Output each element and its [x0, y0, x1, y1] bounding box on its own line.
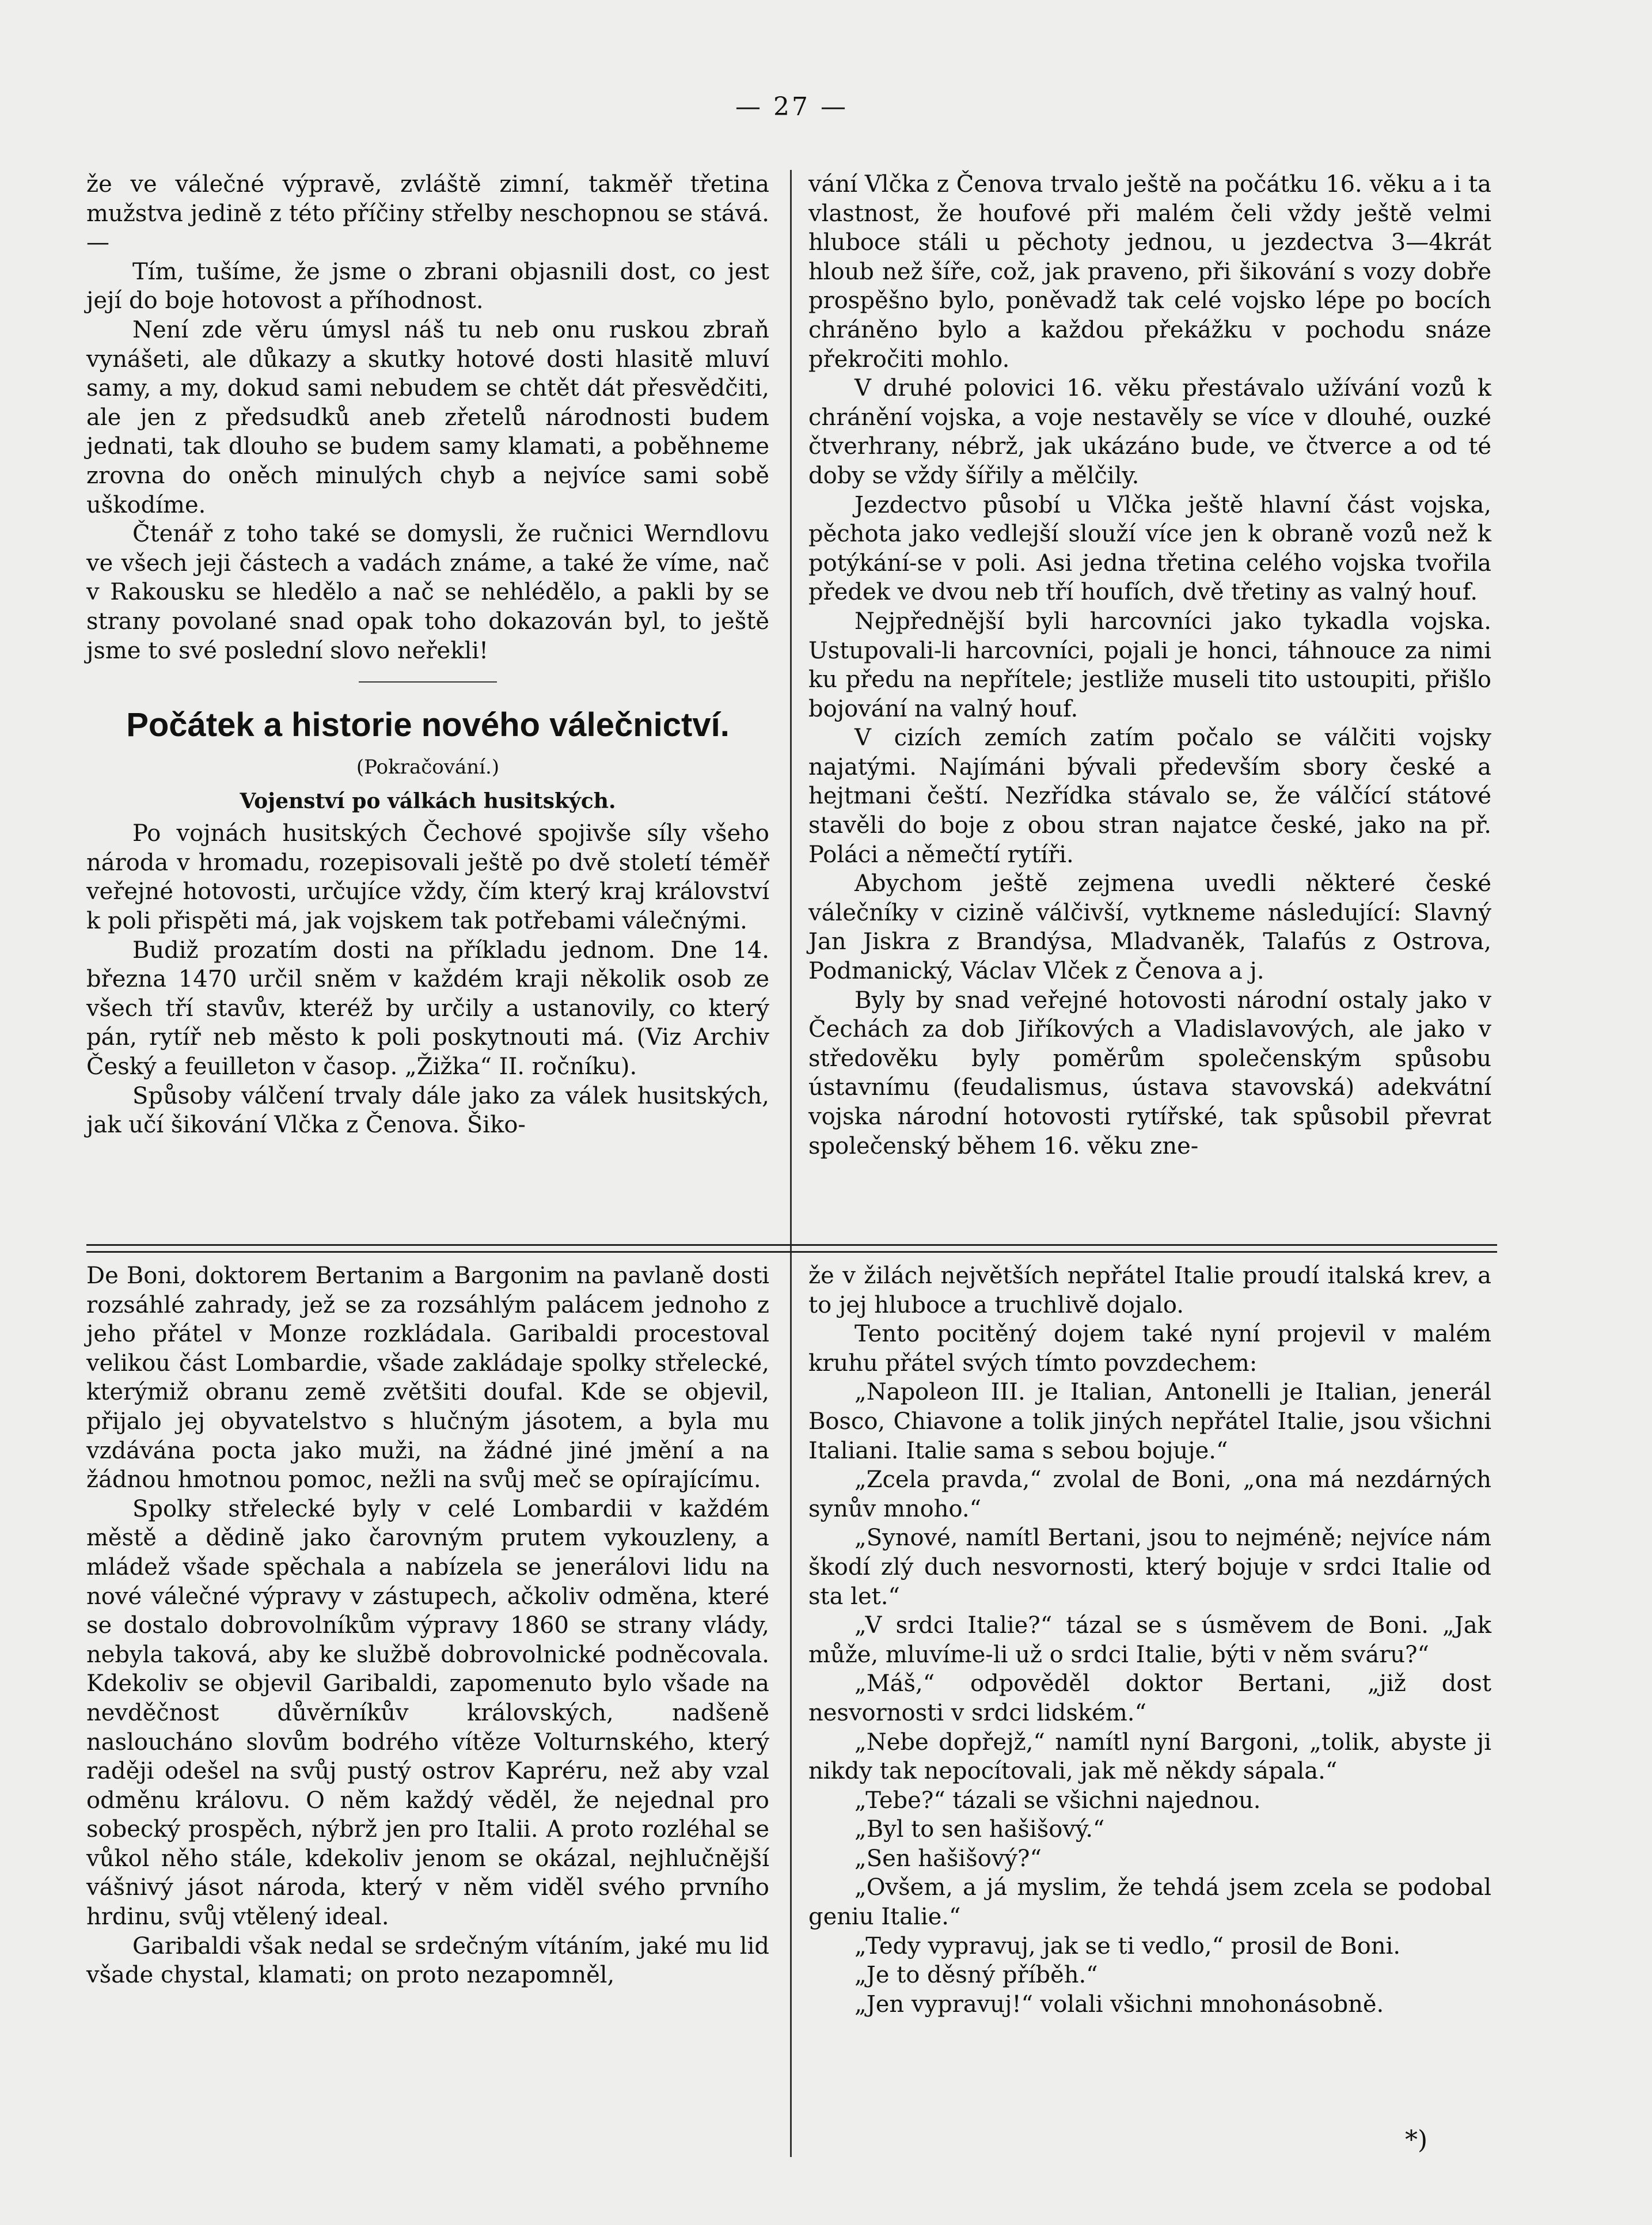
dialogue-line: „Tebe?“ tázali se všichni najednou. [855, 1787, 1261, 1814]
dialogue-line: „Máš,“ odpověděl doktor Bertani, „již dost nesvornosti v srdci lidském.“ [808, 1670, 1491, 1726]
paragraph: Abychom ještě zejmena uvedli některé české válečníky v cizině válčivší, vytkneme následující: Slavný Jan Jiskra z Brandýsa, Mladvaněk, Talafús z Ostrova, Podmanický, Václav Vlček z Čenova a j. [808, 870, 1491, 985]
paragraph: Byly by snad veřejné hotovosti národní ostaly jako v Čechách za dob Jiříkových a Vladislavových, ale jako v středověku byly poměrům společenským spůsobu ústavnímu (feudalismus, ústava stavovská) adekvátní vojska národní hotovosti rytířské, tak spůsobil převrat společenský během 16. věku zne- [808, 987, 1491, 1159]
continued-note: (Pokračování.) [356, 756, 500, 779]
footnote-mark: *) [1405, 2125, 1428, 2155]
paragraph: Čtenář z toho také se domysli, že ručnici Werndlovu ve všech jeji částech a vadách známe, a také že víme, nač v Rakousku se hledělo a nač se nehlédělo, a pakli by se strany povolané snad opak toho dokazován byl, to ještě jsme to své poslední slovo neřekli! [86, 521, 769, 664]
section-divider [359, 681, 497, 683]
paragraph: vání Vlčka z Čenova trvalo ještě na počátku 16. věku a i ta vlastnost, že houfové při malém čeli vždy ještě velmi hluboce stáli u pěchoty jednou, u jezdectva 3—4krát hloub než šíře, což, jak praveno, při šikování s vozy dobře prospěšno bylo, poněvadž tak celé vojsko lépe po bocích chráněno bylo a každou překážku v pochodu snáze překročiti mohlo. [808, 171, 1491, 373]
article-subheading: Vojenství po válkách husitských. [240, 789, 616, 813]
column-divider [790, 170, 792, 2157]
paragraph: Jezdectvo působí u Vlčka ještě hlavní část vojska, pěchota jako vedlejší slouží více jen k obraně vozů než k potýkání-se v poli. Asi jedna třetina celého vojska tvořila předek ve dvou neb tří houfích, dvě třetiny as valný houf. [808, 491, 1491, 606]
paragraph: Budiž prozatím dosti na příkladu jednom. Dne 14. března 1470 určil sněm v každém kraji několik osob ze všech tří stavův, kteréž by určily a ustanovily, co který pán, rytíř neb město k poli poskytnouti má. (Viz Archiv Český a feuilleton v časop. „Žižka“ II. ročníku). [86, 937, 769, 1081]
paragraph: Tím, tušíme, že jsme o zbrani objasnili dost, co jest její do boje hotovost a příhodnost. [86, 258, 769, 314]
dialogue-line: „Napoleon III. je Italian, Antonelli je Italian, jenerál Bosco, Chiavone a tolik jiných nepřátel Italie, jsou všichni Italiani. Italie sama s sebou bojuje.“ [808, 1379, 1491, 1464]
feuilleton-divider [86, 1244, 1497, 1253]
dialogue-line: „Sen hašišový?“ [855, 1845, 1042, 1872]
paragraph: Spolky střelecké byly v celé Lombardii v každém městě a dědině jako čarovným prutem vykouzleny, a mládež všade spěchala a nabízela se jenerálovi lidu na nové válečné výpravy v zástupech, ačkoliv odměna, které se dostalo dobrovolníkům výpravy 1860 se strany vlády, nebyla taková, aby ke službě dobrovolnické podněcovala. Kdekoliv se objevil Garibaldi, zapomenuto bylo všade na nevděčnost důvěrníkův královských, nadšeně nasloucháno slovům bodrého vítěze Volturnského, který raději odešel na svůj pustý ostrov Kapréru, než aby vzal odměnu královu. O něm každý věděl, že nejednal pro sobecký prospěch, nýbrž jen pro Italii. A proto rozléhal se vůkol něho stále, kdekoliv jenom se okázal, nejhlučnější vášnivý jásot národa, který v něm viděl svého prvního hrdinu, svůj vtělený ideal. [86, 1495, 769, 1931]
article-heading: Počátek a historie nového válečnictví. [126, 706, 730, 744]
paragraph: Není zde věru úmysl náš tu neb onu ruskou zbraň vynášeti, ale důkazy a skutky hotové dosti hlasitě mluví samy, a my, dokud sami nebudem se chtět dát přesvědčiti, ale jen z předsudků aneb zřetelů národnosti budem jednati, tak dlouho se budem samy klamati, a poběhneme zrovna do oněch minulých chyb a nejvíce sami sobě uškodíme. [86, 316, 769, 518]
paragraph: Garibaldi však nedal se srdečným vítáním, jaké mu lid všade chystal, klamati; on proto nezapomněl, [86, 1932, 769, 1989]
dialogue-line: „Jen vypravuj!“ volali všichni mnohonásobně. [855, 1991, 1384, 2018]
paragraph: V druhé polovici 16. věku přestávalo užívání vozů k chránění vojska, a voje nestavěly se více v dlouhé, ouzké čtverhrany, nébrž, jak ukázáno bude, ve čtverce a od té doby se vždy šířily a mělčily. [808, 375, 1491, 489]
paragraph: že v žilách největších nepřátel Italie proudí italská krev, a to jej hluboce a truchlivě dojalo. [808, 1263, 1491, 1318]
paragraph: Spůsoby válčení trvaly dále jako za válek husitských, jak učí šikování Vlčka z Čenova. Šiko- [86, 1082, 769, 1139]
paragraph: Nejpřednější byli harcovníci jako tykadla vojska. Ustupovali-li harcovníci, pojali je honci, táhnouce za nimi ku předu na nepřítele; jestliže museli tito ustoupiti, přišlo bojování na valný houf. [808, 608, 1491, 722]
top-left-column [86, 170, 769, 1140]
paragraph: Po vojnách husitských Čechové spojivše síly všeho národa v hromadu, rozepisovali ještě po dvě století téměř veřejné hotovosti, určujíce vždy, čím který kraj království k poli přispěti má, jak vojskem tak potřebami válečnými. [86, 820, 769, 935]
paragraph: Tento pocitěný dojem také nyní projevil v malém kruhu přátel svých tímto povzdechem: [808, 1321, 1491, 1377]
feuilleton-left-column [86, 1261, 769, 1990]
newspaper-page [86, 92, 1497, 2189]
paragraph: V cizích zemích zatím počalo se válčiti vojsky najatými. Najímáni bývali především sbory české a hejtmani čeští. Nezřídka stávalo se, že válčící státové stavěli do boje z obou stran najatce české, jako na př. Poláci a němečtí rytíři. [808, 725, 1491, 868]
dialogue-line: „Ovšem, a já myslim, že tehdá jsem zcela se podobal geniu Italie.“ [808, 1874, 1491, 1931]
dialogue-line: „Je to děsný příběh.“ [855, 1962, 1098, 1989]
dialogue-line: „Nebe dopřejž,“ namítl nyní Bargoni, „tolik, abyste ji nikdy tak nepocítovali, jak mě někdy sápala.“ [808, 1729, 1491, 1785]
paragraph: De Boni, doktorem Bertanim a Bargonim na pavlaně dosti rozsáhlé zahrady, jež se za rozsáhlým palácem jednoho z jeho přátel v Monze rozkládala. Garibaldi procestoval velikou část Lombardie, všade zakládaje spolky střelecké, kterýmiž obranu země zvětšiti doufal. Kde se objevil, přijalo jej obyvatelstvo s hlučným jásotem, a byla mu vzdávána pocta jako muži, na žádné jiné jmění a na žádnou hmotnou pomoc, nežli na svůj meč se opírajícímu. [86, 1263, 769, 1494]
page-number: — 27 — [735, 92, 848, 122]
dialogue-line: „Synové, namítl Bertani, jsou to nejméně; nejvíce nám škodí zlý duch nesvornosti, který bojuje v srdci Italie od sta let.“ [808, 1525, 1491, 1610]
dialogue-line: „Byl to sen hašišový.“ [855, 1816, 1105, 1843]
top-right-column [808, 170, 1491, 1161]
dialogue-line: „Zcela pravda,“ zvolal de Boni, „ona má nezdárných synův mnoho.“ [808, 1466, 1491, 1522]
paragraph: že ve válečné výpravě, zvláště zimní, takměř třetina mužstva jedině z této příčiny střelby neschopnou se stává. — [86, 171, 769, 256]
dialogue-line: „V srdci Italie?“ tázal se s úsměvem de Boni. „Jak může, mluvíme-li už o srdci Italie, býti v něm sváru?“ [808, 1612, 1491, 1668]
feuilleton-right-column [808, 1261, 1491, 2019]
dialogue-line: „Tedy vypravuj, jak se ti vedlo,“ prosil de Boni. [855, 1932, 1401, 1959]
